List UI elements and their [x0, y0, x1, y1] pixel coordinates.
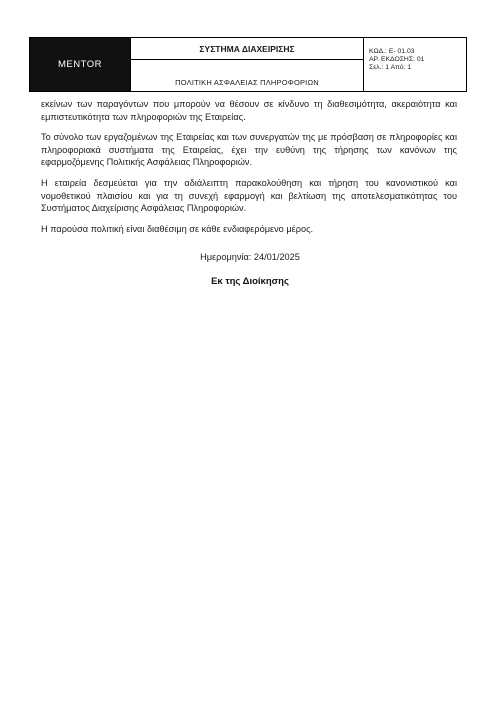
paragraph: Η εταιρεία δεσμεύεται για την αδιάλειπτη παρακολούθηση και τήρηση του κανονιστικού και νομοθετικού πλαισίου και για τη συνεχή εφαρμογή και βελτίωση της αποτελεσματικότητας του Συστήματος Διαχείρισης Ασφάλειας Πληροφοριών.	[41, 177, 457, 214]
document-date: Ημερομηνία: 24/01/2025	[200, 252, 300, 262]
document-title: ΠΟΛΙΤΙΚΗ ΑΣΦΑΛΕΙΑΣ ΠΛΗΡΟΦΟΡΙΩΝ	[175, 78, 319, 87]
document-code: ΚΩΔ.: Ε- 01.03	[369, 48, 415, 55]
document-info	[364, 38, 466, 91]
paragraph: Το σύνολο των εργαζομένων της Εταιρείας και των συνεργατών της με πρόσβαση σε πληροφορίες και πληροφοριακά συστήματα της Εταιρείας, έχει την ευθύνη της τήρησης των κανόνων της εφαρμοζόμενης Πολιτικής Ασφάλειας Πληροφοριών.	[41, 132, 457, 168]
signoff: Εκ της Διοίκησης	[211, 276, 289, 287]
title-cell	[131, 38, 364, 91]
system-title: ΣΥΣΤΗΜΑ ΔΙΑΧΕΙΡΙΣΗΣ	[131, 38, 363, 60]
document-header	[29, 37, 467, 92]
company-logo: MENTOR	[58, 59, 102, 70]
paragraph: εκείνων των παραγόντων που μπορούν να θέσουν σε κίνδυνο τη διαθεσιμότητα, ακεραιότητα και εμπιστευτικότητα των πληροφοριών της Εταιρείας.	[41, 99, 457, 122]
paragraph: Η παρούσα πολιτική είναι διαθέσιμη σε κάθε ενδιαφερόμενο μέρος.	[41, 223, 314, 234]
body-text	[41, 98, 457, 243]
logo-box	[30, 38, 131, 91]
page-number: Σελ.: 1 Από: 1	[369, 64, 412, 72]
edition-number: ΑΡ. ΕΚΔΟΣΗΣ: 01	[369, 56, 425, 64]
